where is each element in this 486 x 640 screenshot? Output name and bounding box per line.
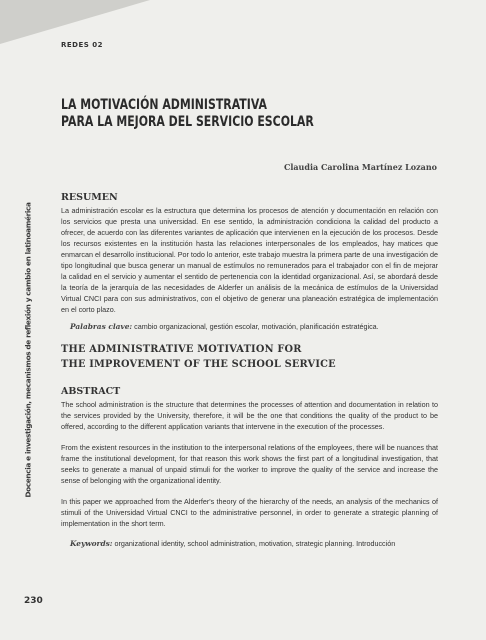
english-title-line-1: THE ADMINISTRATIVE MOTIVATION FOR bbox=[61, 344, 302, 355]
sidebar-running-head bbox=[22, 202, 34, 498]
keywords-en: organizational identity, school administration, motivation, strategic planning. Introducción bbox=[114, 539, 396, 548]
resumen-keywords bbox=[70, 321, 438, 332]
page-number: 230 bbox=[24, 596, 43, 606]
corner-decoration bbox=[0, 0, 150, 44]
resumen-body: La administración escolar es la estructura que determina los procesos de atención y documentación en relación con los servicios que presta una universidad. En ese sentido, la administración condiciona la calidad del producto a ofrecer, de acuerdo con las diferentes variantes de aplicación que intervienen en la ejecución de los procesos. Desde los recursos existentes en la institución hasta las relaciones interpersonales de los empleados, hay matices que enmarcan el desarrollo institucional. Por todo lo anterior, este trabajo muestra la primera parte de una investigación de tipo longitudinal que busca generar un manual de estímulos no remunerados para el trabajador con el fin de mejorar la calidad en el servicio y aumentar el sentido de pertenencia con la identidad organizacional. Así, se abordará desde la teoría de la jerarquía de las necesidades de Alderfer un análisis de la mecánica de estímulos de la Universidad Virtual CNCI para con sus administrativos, con el objetivo de generar una planeación estratégica de implementación en el corto plazo. bbox=[61, 206, 438, 314]
abstract-heading: ABSTRACT bbox=[61, 386, 121, 397]
abstract-paragraph-1: The school administration is the structure that determines the processes of attention and documentation in relation to the services provided by the University, therefore, it will be the one that conditions the quality of the product to be offered, according to the different application variants that intervene in the execution of the processes. bbox=[61, 400, 438, 431]
keywords-label-en: Keywords: bbox=[70, 539, 113, 548]
series-label: REDES 02 bbox=[61, 41, 103, 49]
keywords-label-es: Palabras clave: bbox=[70, 322, 133, 331]
english-title bbox=[61, 342, 438, 372]
title-line-2: PARA LA MEJORA DEL SERVICIO ESCOLAR bbox=[61, 114, 314, 130]
keywords-es: cambio organizacional, gestión escolar, motivación, planificación estratégica. bbox=[134, 322, 379, 331]
abstract-paragraph-3: In this paper we approached from the Alderfer's theory of the hierarchy of the needs, an analysis of the mechanics of stimuli of the Universidad Virtual CNCI to the administrative personnel, in order to generate a strategic planning of implementation in the short term. bbox=[61, 497, 438, 528]
title-line-1: LA MOTIVACIÓN ADMINISTRATIVA bbox=[61, 97, 267, 113]
resumen-heading: RESUMEN bbox=[61, 192, 118, 203]
main-content bbox=[61, 192, 438, 549]
article-title bbox=[61, 97, 314, 131]
abstract-paragraph-2: From the existent resources in the institution to the interpersonal relations of the employees, there will be nuances that frame the institutional development, for that reason this work shows the first part of a longitudinal investigation, that seeks to generate a manual of unpaid stimuli for the worker to improve the quality of the service and increase the sense of belonging with the organizational identity. bbox=[61, 443, 438, 485]
english-title-line-2: THE IMPROVEMENT OF THE SCHOOL SERVICE bbox=[61, 359, 336, 370]
sidebar-text: Docencia e investigación, mecanismos de reflexión y cambio en latinoamérica bbox=[23, 202, 33, 498]
abstract-keywords bbox=[70, 538, 438, 549]
author-name: Claudia Carolina Martínez Lozano bbox=[283, 162, 437, 172]
